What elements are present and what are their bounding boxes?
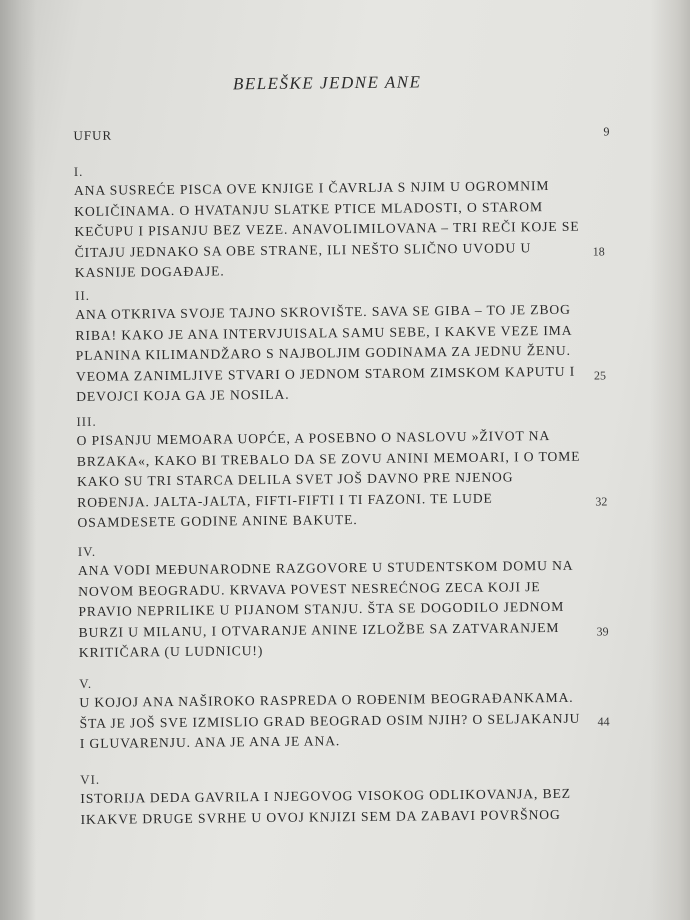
chapter-page-number: 25 (593, 368, 607, 383)
toc-intro-page: 9 (603, 124, 610, 139)
toc-intro-label: UFUR (73, 127, 113, 143)
table-of-contents (72, 0, 622, 920)
chapter-page-number: 18 (592, 244, 605, 259)
chapter-summary: ANA VODI MEĐUNARODNE RAZGOVORE U STUDENTSKOM DOMU NA NOVOM BEOGRADU. KRVAVA POVEST NESREĆNOG ZECA KOJI JE PRAVIO NEPRILIKE U PIJANOM STANJU. ŠTA SE DOGODILO JEDNOM BURZI U MILANU, I OTVARANJE ANINE IZLOŽBE SA ZATVARANJEM KRITIČARA (U LUDNICU!) (77, 557, 573, 661)
chapter-numeral: IV. (77, 543, 97, 559)
chapter-page-number: 32 (595, 494, 608, 509)
chapter-summary: U KOJOJ ANA NAŠIROKO RASPREDA O ROĐENIM BEOGRAĐANKAMA. ŠTA JE JOŠ SVE IZMISLIO GRAD BEOGRAD OSIM NJIH? O SELJAKANJU I GLUVARENJU. ANA JE ANA JE ANA. (79, 689, 581, 752)
chapter-summary: ANA OTKRIVA SVOJE TAJNO SKROVIŠTE. SAVA SE GIBA – TO JE ZBOG RIBA! KAKO JE ANA INTERVJUISALA SAMU SEBE, I KAKVE VEZE IMA PLANINA KILIMANDŽARO S NAJBOLJIM GODINAMA ZA JEDNU ŽENU. VEOMA ZANIMLJIVE STVARI O JEDNOM STAROM ZIMSKOM KAPUTU I DEVOJCI KOJA GA JE NOSILA. (75, 301, 576, 405)
book-spine-shadow (0, 0, 36, 920)
toc-entry-3 (76, 408, 607, 534)
toc-entry-2 (75, 282, 606, 408)
chapter-summary: O PISANJU MEMOARA UOPĆE, A POSEBNO O NASLOVU »ŽIVOT NA BRZAKA«, KAKO BI TREBALO DA SE ZOVU ANINI MEMOARI, I O TOME KAKO SU TRI STARCA DELILA SVET JOŠ DAVNO PRE NJENOG ROĐENJA. JALTA-JALTA, FIFTI-FIFTI I TI FAZONI. TE LUDE OSAMDESETE GODINE ANINE BAKUTE. (76, 428, 581, 531)
book-title: BELEŠKE JEDNE ANE (232, 72, 422, 94)
toc-entry-6 (80, 766, 611, 830)
chapter-page-number: 44 (597, 714, 610, 729)
toc-entry-5 (79, 670, 610, 754)
page-edge-shadow (650, 0, 690, 920)
chapter-numeral: II. (75, 287, 91, 303)
toc-entry-1 (74, 158, 605, 284)
chapter-numeral: I. (73, 163, 84, 179)
chapter-page-number: 39 (596, 624, 609, 639)
chapter-summary: ISTORIJA DEDA GAVRILA I NJEGOVOG VISOKOG ODLIKOVANJA, BEZ IKAKVE DRUGE SVRHE U OVOJ KNJIZI SEM DA ZABAVI POVRŠNOG (80, 785, 572, 827)
toc-entry-4 (78, 538, 609, 664)
chapter-numeral: III. (76, 413, 97, 429)
chapter-numeral: V. (79, 675, 93, 691)
chapter-numeral: VI. (80, 771, 101, 787)
chapter-summary: ANA SUSREĆE PISCA OVE KNJIGE I ČAVRLJA S NJIM U OGROMNIM KOLIČINAMA. O HVATANJU SLATKE PTICE MLADOSTI, O STAROM KEČUPU I PISANJU BEZ VEZE. ANAVOLIMILOVANA – TRI REČI KOJE SE ČITAJU JEDNAKO SA OBE STRANE, ILI NEŠTO SLIČNO UVODU U KASNIJE DOGAĐAJE. (73, 178, 580, 281)
